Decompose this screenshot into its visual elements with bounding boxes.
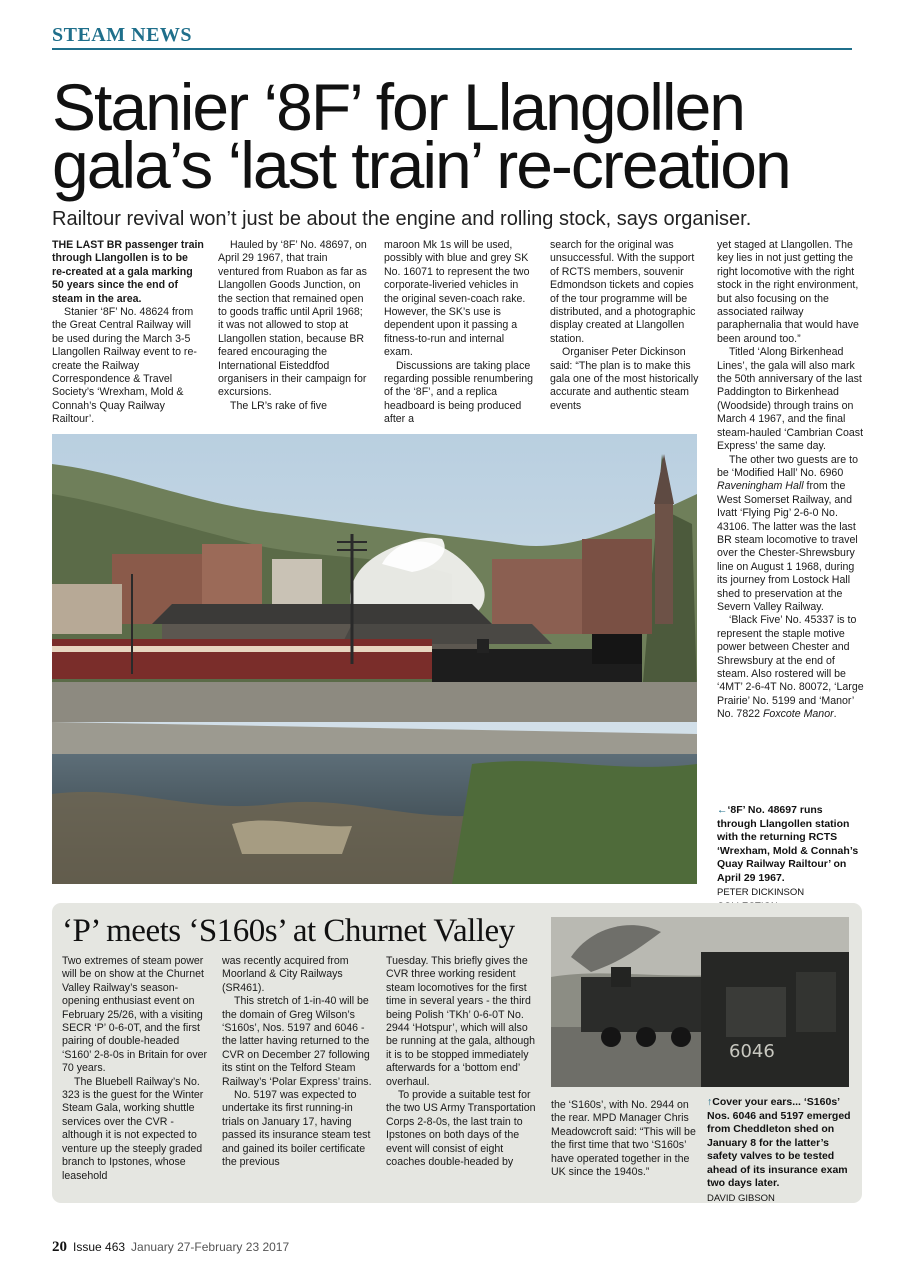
section-tag: STEAM NEWS [52, 24, 193, 46]
article-paragraph: yet staged at Llangollen. The key lies in not just getting the right locomotive with the right stock in the right environment, but also focusing on the associated railway paraphernalia that would have been around too.” [717, 239, 859, 345]
sidebar-paragraph: Tuesday. This briefly gives the CVR three working resident steam locomotives for the first time in several years - the third being Polish ‘TKh’ 0-6-0T No. 2944 ‘Hotspur’, which will also be running at the gala, although it is to be stopped immediately afterwards for a ‘bottom end’ overhaul. [386, 955, 536, 1088]
section-rule [52, 48, 852, 50]
sidebar-column-4 [551, 1099, 701, 1179]
headline-line-2: gala’s ‘last train’ re-creation [52, 128, 790, 202]
page-footer [52, 1239, 289, 1256]
sidebar-paragraph: To provide a suitable test for the two US Army Transportation Corps 2-8-0s, the last train to Ipstones on both days of the event will consist of eight coaches double-headed by [386, 1089, 536, 1169]
issue-number: Issue 463 [73, 1240, 126, 1254]
sidebar-column-2 [222, 955, 372, 1170]
issue-dates: January 27-February 23 2017 [131, 1240, 290, 1254]
article-paragraph: Organiser Peter Dickinson said: “The plan is to make this gala one of the most historically accurate and authentic steam events [550, 346, 699, 412]
sidebar-paragraph: The Bluebell Railway’s No. 323 is the guest for the Winter Steam Gala, working shuttle services over the CVR - although it is not expected to venture up the steeply graded branch to Ipstones, whose leasehold [62, 1075, 204, 1182]
standfirst: Railtour revival won’t just be about the engine and rolling stock, says organiser. [52, 208, 752, 230]
article-paragraph: Stanier ‘8F’ No. 48624 from the Great Central Railway will be used during the March 3-5 Llangollen Railway event to re-create the Railway Correspondence & Travel Society’s ‘Wrexham, Mold & Connah’s Quay Railway Railtour’. [52, 306, 197, 426]
article-paragraph: search for the original was unsuccessful. With the support of RCTS members, souvenir Edmondson tickets and copies of the tour programme will be distributed, and a photographic display created at Llangollen station. [550, 239, 696, 345]
photo-illustration [551, 917, 849, 1087]
sidebar-column-3 [386, 955, 536, 1170]
sidebar-paragraph: was recently acquired from Moorland & City Railways (SR461). [222, 955, 349, 994]
sidebar-paragraph: This stretch of 1-in-40 will be the domain of Greg Wilson’s ‘S160s’, Nos. 5197 and 6046 - the latter having returned to the CVR on December 27 following its stint on the Telford Steam Railway’s ‘Polar Express’ trains. [222, 995, 372, 1088]
llangollen-station-photo [52, 434, 697, 884]
headline-line-1: Stanier ‘8F’ for Llangollen [52, 70, 744, 144]
article-column-3 [384, 239, 534, 427]
article-paragraph: maroon Mk 1s will be used, possibly with blue and grey SK No. 16071 to represent the two corporate-liveried vehicles in the original seven-coach rake. However, the SK’s use is dependent upon it passing a fitness-to-run and internal exam. [384, 239, 530, 359]
sidebar-paragraph: No. 5197 was expected to undertake its first running-in trials on January 17, having passed its insurance steam test and gained its boiler certificate the previous [222, 1089, 371, 1169]
article-paragraph: The other two guests are to be ‘Modified Hall’ No. 6960 Raveningham Hall from the West Somerset Railway, and Ivatt ‘Flying Pig’ 2-6-0 No. 43106. The latter was the last BR steam locomotive to travel over the Chester-Shrewsbury line on August 1 1968, during its journey from Lostock Hall shed to preservation at the Severn Valley Railway. [717, 453, 858, 613]
article-paragraph: ‘Black Five’ No. 45337 is to represent the staple motive power between Chester and Shrewsbury at the end of steam. Also rostered will be ‘4MT’ 2-6-4T No. 80072, ‘Large Prairie’ No. 5199 and ‘Manor’ No. 7822 Foxcote Manor. [717, 614, 864, 721]
sidebar-paragraph: the ‘S160s’, with No. 2944 on the rear. MPD Manager Chris Meadowcroft said: “This will be the first time that two ‘S160s’ have operated together in the UK since the 1940s.” [551, 1099, 696, 1179]
photo-credit: PETER DICKINSON [717, 887, 805, 898]
arrow-left-icon: ← [717, 804, 728, 816]
article-paragraph: Discussions are taking place regarding possible renumbering of the ‘8F’, and a replica headboard is being produced after a [384, 359, 533, 426]
sidebar-column-1 [62, 955, 210, 1183]
article-column-2 [218, 239, 368, 413]
page-number: 20 [52, 1239, 67, 1255]
sidebar-headline: ‘P’ meets ‘S160s’ at Churnet Valley [62, 913, 515, 949]
photo-credit: DAVID GIBSON [707, 1192, 775, 1204]
article-paragraph: The LR’s rake of five [230, 399, 327, 412]
article-column-5 [717, 239, 865, 722]
sidebar-paragraph: Two extremes of steam power will be on show at the Churnet Valley Railway’s season-opening enthusiast event on February 25/26, with a visiting SECR ‘P’ 0-6-0T, and the first pairing of double-headed ‘S160’ 2-8-0s in Britain for over 70 years. [62, 955, 208, 1075]
page-headline [52, 70, 872, 202]
article-paragraph: Hauled by ‘8F’ No. 48697, on April 29 1967, that train ventured from Ruabon as far as Llangollen Goods Junction, on the section that remained open to goods traffic until April 1968; it was not allowed to stop at Llangollen station, because BR feared encouraging the International Eisteddfod organisers in their campaign for excursions. [218, 239, 367, 399]
article-column-1 [52, 239, 204, 427]
article-column-4 [550, 239, 700, 413]
article-paragraph: Titled ‘Along Birkenhead Lines’, the gala will also mark the 50th anniversary of the last Paddington to Birkenhead (Woodside) through trains on March 4 1967, and the final steam-hauled ‘Cambrian Coast Express’ the same day. [717, 346, 864, 453]
main-photo-caption: ←‘8F’ No. 48697 runs through Llangollen station with the returning RCTS ‘Wrexham, Mold & Connah’s Quay Railway Railtour’ on April 29 1967. PETER DICKINSON [717, 804, 865, 913]
arrow-up-icon: ↑ [707, 1096, 713, 1108]
photo-illustration [52, 434, 697, 884]
article-lead: THE LAST BR passenger train through Llangollen is to be re-created at a gala marking 50 years since the end of steam in the area. [52, 239, 204, 305]
sidebar-photo-caption: ↑Cover your ears... ‘S160s’ Nos. 6046 and 5197 emerged from Cheddleton shed on January 8 for the latter’s safety valves to be tested ahead of its insurance exam two days later. DAVID GIBSON [707, 1096, 859, 1205]
s160-locomotives-photo [551, 917, 849, 1087]
locomotive-number: 6046 [729, 1041, 775, 1062]
